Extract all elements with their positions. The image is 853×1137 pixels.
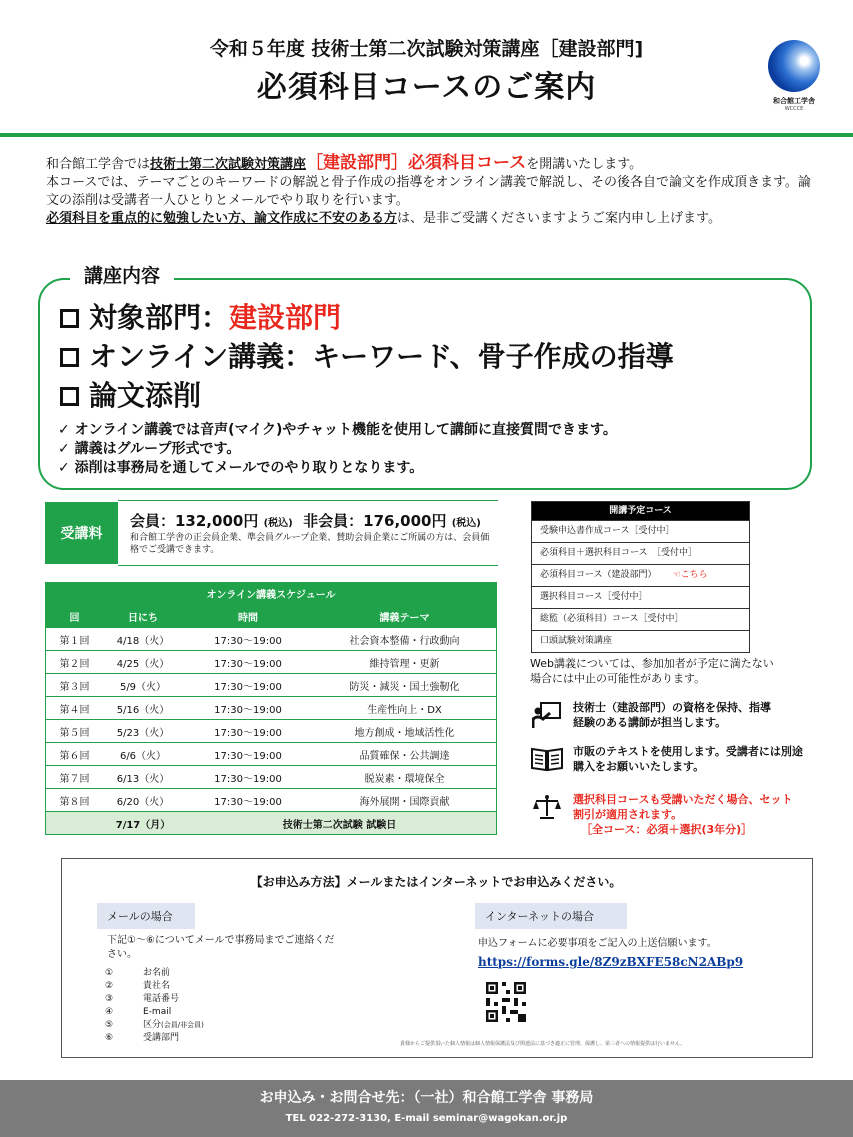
checkbox-square-icon <box>60 348 79 367</box>
cell-round: 第８回 <box>46 789 104 812</box>
item-note: (会員/非会員) <box>161 1021 204 1029</box>
item-label: 区分 <box>143 1020 162 1030</box>
cell-round: 第２回 <box>46 651 104 674</box>
apply-title-main: 【お申込み方法】 <box>250 875 347 889</box>
cell-theme: 防災・減災・国土強靭化 <box>313 674 497 697</box>
instructor-icon <box>527 700 567 730</box>
footer-tel-email: TEL 022-272-3130, E-mail seminar@wagokan.or.jp <box>285 1113 568 1124</box>
cell-date: 6/13（火） <box>103 766 183 789</box>
schedule-title: オンライン講義スケジュール <box>46 582 497 605</box>
checkbox-square-icon <box>60 387 79 406</box>
item-number: ⑤ <box>105 1020 114 1030</box>
cell-date: 5/9（火） <box>103 674 183 697</box>
col-header-date: 日にち <box>103 605 183 628</box>
cell-round: 第１回 <box>46 628 104 651</box>
intro-p1c: ［建設部門］必須科目コース <box>306 153 527 173</box>
cell-time: 17:30～19:00 <box>183 628 313 651</box>
intro-text <box>46 154 816 228</box>
cell-theme: 生産性向上・DX <box>313 697 497 720</box>
checkbox-square-icon <box>60 309 79 328</box>
col-header-time: 時間 <box>183 605 313 628</box>
intro-p2: 本コースでは、テーマごとのキーワードの解説と骨子作成の指導をオンライン講義で解説し、その後各自で論文を作成頂きます。論文の添削は受講者一人ひとりとメールでやり取りを行います。 <box>46 175 811 208</box>
item-number: ⑥ <box>105 1033 114 1043</box>
content-item-1 <box>60 298 341 338</box>
cell-date: 6/6（火） <box>103 743 183 766</box>
cell-time: 17:30～19:00 <box>183 789 313 812</box>
item-number: ③ <box>105 994 114 1004</box>
item-label: 貴社名 <box>143 981 171 991</box>
fee-divider-top <box>118 500 498 501</box>
discount-note <box>527 792 793 837</box>
item1-value: 建設部門 <box>229 301 342 334</box>
privacy-note: 貴様からご提供頂いた個人情報は個人情報保護法及び関連法に基づき適正に管理、保護し、第三者への情報提供は行いません。 <box>400 1041 686 1047</box>
content-title: 講座内容 <box>70 261 174 288</box>
cell-theme: 地方創成・地域活性化 <box>313 720 497 743</box>
cell-time: 17:30～19:00 <box>183 651 313 674</box>
course-name: 受験申込書作成コース［受付中］ <box>540 526 675 536</box>
logo-name: 和合館工学舎 <box>773 97 815 105</box>
cell-date: 5/16（火） <box>103 697 183 720</box>
intro-p1b: 技術士第二次試験対策講座 <box>150 157 307 172</box>
cell-round: 第４回 <box>46 697 104 720</box>
course-name: 口頭試験対策講座 <box>540 636 613 646</box>
item-label: E-mail <box>143 1007 172 1017</box>
table-row <box>46 743 497 766</box>
cell-theme: 品質確保・公共調達 <box>313 743 497 766</box>
cell-theme: 海外展開・国際貢献 <box>313 789 497 812</box>
qr-code-icon[interactable] <box>486 982 526 1022</box>
list-item <box>532 630 749 652</box>
list-item <box>105 1019 204 1032</box>
bullet-3: ✓ 添削は事務局を通してメールでのやり取りとなります。 <box>58 460 424 476</box>
table-row <box>46 766 497 789</box>
cell-theme: 維持管理・更新 <box>313 651 497 674</box>
mail-tag: メールの場合 <box>97 903 195 929</box>
intro-p3b: は、是非ご受講くださいますようご案内申し上げます。 <box>397 211 721 226</box>
item2-label: オンライン講義：キーワード、骨子作成の指導 <box>89 340 674 373</box>
list-item <box>532 542 749 564</box>
fee-divider-bottom <box>118 565 498 566</box>
cell-theme: 社会資本整備・行政動向 <box>313 628 497 651</box>
logo-circle-icon <box>768 40 820 92</box>
content-bullets <box>58 421 617 478</box>
table-row <box>46 697 497 720</box>
content-item-2 <box>60 337 674 377</box>
list-item <box>105 993 204 1006</box>
form-link[interactable]: https://forms.gle/8Z9zBXFE58cN2ABp9 <box>478 955 744 969</box>
book-icon <box>527 744 567 774</box>
schedule-table <box>45 582 497 835</box>
content-item-3 <box>60 376 201 416</box>
cell-time: 17:30～19:00 <box>183 766 313 789</box>
list-item <box>105 967 204 980</box>
list-item <box>532 586 749 608</box>
discount-text <box>573 792 793 837</box>
footer <box>0 1080 853 1137</box>
cell-round: 第３回 <box>46 674 104 697</box>
table-row <box>46 628 497 651</box>
course-name: 必須科目コース（建設部門） <box>540 570 657 580</box>
cell-round: 第５回 <box>46 720 104 743</box>
item-label: 電話番号 <box>143 994 180 1004</box>
list-item <box>532 608 749 630</box>
intro-p3a: 必須科目を重点的に勉強したい方、論文作成に不安のある方 <box>46 211 398 226</box>
item-number: ② <box>105 981 114 991</box>
item-number: ① <box>105 968 114 978</box>
discount-line-2: ［全コース：必須＋選択(3年分)］ <box>581 823 753 836</box>
apply-title-rest: メールまたはインターネットでお申込みください。 <box>346 875 622 889</box>
table-row <box>46 651 497 674</box>
cell-time: 17:30～19:00 <box>183 697 313 720</box>
page-title: 必須科目コースのご案内 <box>256 70 597 105</box>
discount-line-1: 選択科目コースも受講いただく場合、セット割引が適用されます。 <box>573 793 793 821</box>
cell-date: 4/25（火） <box>103 651 183 674</box>
net-tag: インターネットの場合 <box>475 903 627 929</box>
course-name: 総監（必須科目）コース［受付中］ <box>540 614 684 624</box>
instructor-note <box>527 700 773 730</box>
list-item <box>105 1006 204 1019</box>
col-header-round: 回 <box>46 605 104 628</box>
apply-title <box>61 873 811 890</box>
exam-label: 技術士第二次試験 試験日 <box>183 812 497 835</box>
course-list-title: 開講予定コース <box>532 502 749 520</box>
net-text: 申込フォームに必要事項をご記入の上送信願います。 <box>478 938 717 949</box>
cell-theme: 脱炭素・環境保全 <box>313 766 497 789</box>
course-name: 必須科目＋選択科目コース ［受付中］ <box>540 548 698 558</box>
scale-icon <box>527 792 567 822</box>
fee-tax-2: (税込) <box>451 518 481 529</box>
web-note: Web講義については、参加加者が予定に満たない場合には中止の可能性があります。 <box>530 657 774 685</box>
cell-time: 17:30～19:00 <box>183 743 313 766</box>
list-item <box>532 564 749 586</box>
intro-p1a: 和合館工学舎では <box>46 157 151 172</box>
footer-contact: お申込み・お問合せ先：（一社）和合館工学舎 事務局 <box>259 1090 594 1106</box>
page-subtitle: 令和５年度 技術士第二次試験対策講座［建設部門] <box>209 38 644 60</box>
item-label: お名前 <box>143 968 171 978</box>
list-item <box>532 520 749 542</box>
fee-tax-1: (税込) <box>263 518 293 529</box>
item3-label: 論文添削 <box>89 379 202 412</box>
mail-text: 下記①～⑥についてメールで事務局までご連絡ください。 <box>107 935 335 960</box>
fee-note: 和合館工学舎の正会員企業、準会員グループ企業、賛助会員企業にご所属の方は、会員価格でご受講できます。 <box>130 533 490 555</box>
cell-time: 17:30～19:00 <box>183 674 313 697</box>
fee-nonmember: 非会員：176,000円 <box>303 512 447 530</box>
text-note <box>527 744 803 774</box>
item-label: 受講部門 <box>143 1033 180 1043</box>
mail-list <box>105 967 204 1045</box>
fee-label: 受講料 <box>45 502 118 564</box>
table-row <box>46 720 497 743</box>
instructor-text: 技術士（建設部門）の資格を保持、指導経験のある講師が担当します。 <box>573 701 771 729</box>
cell-date: 6/20（火） <box>103 789 183 812</box>
cell-round: 第７回 <box>46 766 104 789</box>
fee-member: 会員：132,000円 <box>130 512 259 530</box>
course-name: 選択科目コース［受付中］ <box>540 592 648 602</box>
fee-price <box>130 510 481 531</box>
logo <box>761 40 827 112</box>
header-divider <box>0 133 853 137</box>
item1-label: 対象部門： <box>89 301 230 334</box>
course-list <box>531 501 750 653</box>
bullet-1: ✓ オンライン講義では音声(マイク)やチャット機能を使用して講師に直接質問できます。 <box>58 422 617 438</box>
table-row <box>46 674 497 697</box>
list-item <box>105 1032 204 1045</box>
bullet-2: ✓ 講義はグループ形式です。 <box>58 441 241 457</box>
item-number: ④ <box>105 1007 114 1017</box>
intro-p1d: を開講いたします。 <box>526 157 643 172</box>
cell-date: 4/18（火） <box>103 628 183 651</box>
text-note-text: 市販のテキストを使用します。受講者には別途購入をお願いいたします。 <box>573 745 803 773</box>
col-header-theme: 講義テーマ <box>313 605 497 628</box>
list-item <box>105 980 204 993</box>
cell-time: 17:30～19:00 <box>183 720 313 743</box>
exam-date: 7/17（月） <box>103 812 183 835</box>
cell-round: 第６回 <box>46 743 104 766</box>
cell-date: 5/23（火） <box>103 720 183 743</box>
here-pointer: ☜こちら <box>672 570 708 580</box>
logo-en: WCCCE <box>784 106 804 112</box>
table-row <box>46 789 497 812</box>
